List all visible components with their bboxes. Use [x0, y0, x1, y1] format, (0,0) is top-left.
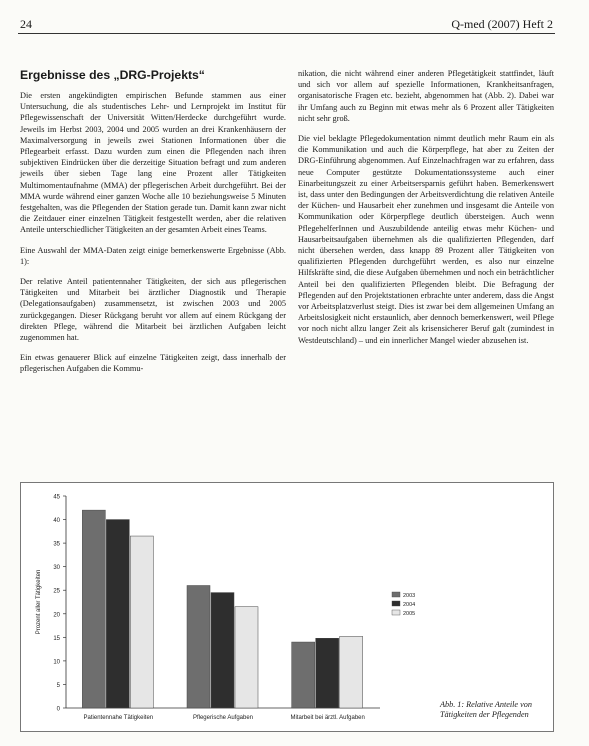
y-tick-label: 45 [53, 494, 60, 501]
y-tick-label: 10 [53, 659, 60, 666]
legend-label: 2005 [403, 611, 416, 617]
figure-bar-chart [20, 482, 554, 732]
legend-label: 2004 [403, 602, 416, 608]
bar [187, 586, 210, 708]
left-column [20, 60, 286, 384]
bar-chart [20, 482, 554, 732]
y-tick-label: 35 [53, 541, 60, 548]
header-rule [18, 33, 555, 34]
bar [211, 593, 234, 708]
y-axis-label: Prozent aller Tätigkeiten [36, 569, 42, 635]
bar [130, 536, 153, 708]
paragraph: Ein etwas genauerer Blick auf einzelne Tätigkeiten zeigt, dass innerhalb der pflegerischen Aufgaben die Kommu- [20, 353, 286, 374]
bar [292, 642, 315, 708]
y-tick-label: 30 [53, 565, 60, 572]
x-category-label: Patientennahe Tätigkeiten [83, 715, 154, 721]
paragraph: Der relative Anteil patientennaher Tätigkeiten, der sich aus pflegerischen Tätigkeiten und Mitarbeit bei ärztlicher Diagnostik und Therapie (Delegationsaufgaben) zusammensetzt, ist zwischen 2003 und 2005 zurückgegangen. Dieser Rückgang beruht vor allem auf einem Rückgang der direkten Pflege, während die Mitarbeit bei ärztlichen Aufgaben leicht zugenommen hat. [20, 277, 286, 343]
bar [340, 636, 363, 708]
legend-swatch [392, 601, 400, 606]
y-tick-label: 15 [53, 635, 60, 642]
paragraph: Eine Auswahl der MMA-Daten zeigt einige bemerkenswerte Ergebnisse (Abb. 1): [20, 245, 286, 266]
y-tick-label: 5 [56, 682, 60, 689]
paragraph: Die ersten angekündigten empirischen Befunde stammen aus einer Untersuchung, die als studentisches Lehr- und Lernprojekt im Institut für Pflegewissenschaft der Universität Witten/Herdecke durchgeführt wurde. Jeweils im Herbst 2003, 2004 und 2005 wurden an drei Krankenhäusern der Maximalversorgung in jeweils zwei Stationen Informationen über die Pflegearbeit erfasst. Dazu wurden zum einen die Pflegenden nach ihren subjektiven Eindrücken über die derzeitige Situation befragt und zum anderen jeweils über sieben Tage lang eine Prozent aller Tätigkeiten Multimomentaufnahme (MMA) der pflegerischen Arbeit durchgeführt. Bei der MMA wurde während einer ganzen Woche alle 10 beziehungsweise 5 Minuten festgehalten, was die Pflegenden der Station gerade tun. Damit kann zwar nicht die Zeitdauer einer einzelnen Tätigkeit festgestellt werden, aber die relativen Anteile unterschiedlicher Tätigkeiten an der gesamten Arbeit eines Teams. [20, 91, 286, 235]
bar [316, 638, 339, 708]
legend-swatch [392, 610, 400, 615]
legend-swatch [392, 592, 400, 597]
journal-name: Q-med (2007) Heft 2 [451, 17, 553, 31]
bar [235, 607, 258, 708]
page-number: 24 [20, 17, 32, 31]
right-column [298, 68, 554, 355]
paragraph: Die viel beklagte Pflegedokumentation nimmt deutlich mehr Raum ein als die Kommunikation und auch die Körperpflege, hat aber zu Zeiten der DRG-Einführung abgenommen. Auf Einzelnachfragen war zu erfahren, dass neue Computer gestützte Dokumentationssysteme auch einer Einarbeitungszeit zu einer Arbeitsersparnis geführt haben. Bemerkenswert ist, dass unter den Bedingungen der Arbeitsverdichtung die relativen Anteile der Küchen- und Hausarbeit eher zunehmen und insgesamt die Anteile von Kommunikation oder Körperpflege deutlich übersteigen. Auch wenn PflegehelferInnen und Auszubildende anteilig etwas mehr Küchen- und Hausarbeitsaufgaben übernehmen als die qualifizierten Pflegenden, darf nicht übersehen werden, dass knapp 89 Prozent aller Tätigkeiten von qualifizierten Pflegenden durchgeführt werden, es also nur einzelne Hilfskräfte sind, die diese Aufgaben übernehmen und noch ein beträchtlicher Anteil bei den qualifizierten Pflegenden bleibt. Die Befragung der Pflegenden auf den Projektstationen erbrachte unter anderem, dass die Angst vor Arbeitsplatzverlust steigt. Dies ist zwar bei dem allgemeinen Umfang an Arbeitslosigkeit nicht erstaunlich, aber dennoch bemerkenswert, weil Pflege vor noch nicht allzu langer Zeit als krisensicherer Beruf galt (zumindest in Westdeutschland) – und ein innerlicher Mangel wieder abzusehen ist. [298, 134, 554, 345]
x-category-label: Mitarbeit bei ärztl. Aufgaben [290, 715, 365, 721]
y-tick-label: 25 [53, 588, 60, 595]
x-category-label: Pflegerische Aufgaben [192, 715, 254, 721]
y-tick-label: 0 [56, 706, 60, 713]
paragraph: nikation, die nicht während einer anderen Pflegetätigkeit stattfindet, läuft und sich vor allem auf spezielle Informationen, Krankheitsanfragen, organisatorische Fragen etc. bezieht, abgenommen hat (Abb. 2). Dabei war ihr Umfang auch zu Beginn mit etwas mehr als 6 Prozent aller Tätigkeiten nicht sehr groß. [298, 69, 554, 123]
bar [82, 510, 105, 708]
legend-label: 2003 [403, 593, 416, 599]
section-heading: Ergebnisse des „DRG-Projekts“ [20, 68, 205, 82]
figure-caption: Abb. 1: Relative Anteile von Tätigkeiten der Pflegenden [440, 700, 532, 719]
y-tick-label: 40 [53, 518, 60, 525]
y-tick-label: 20 [53, 612, 60, 619]
bar [106, 520, 129, 708]
